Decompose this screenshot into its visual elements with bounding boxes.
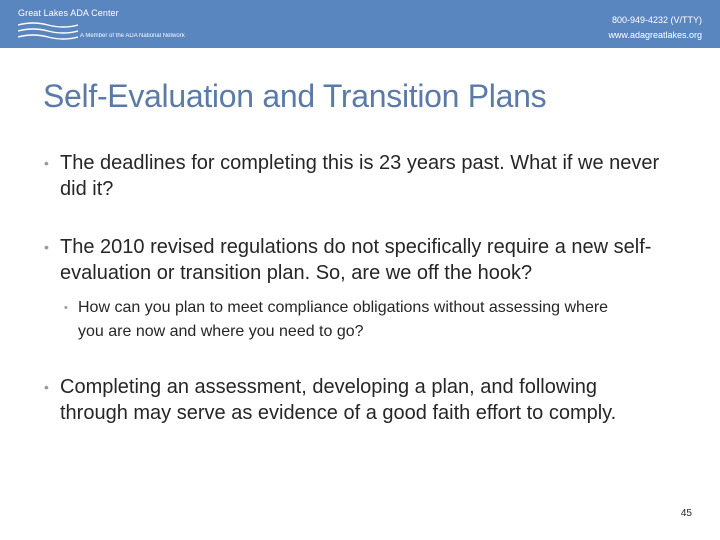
contact-info xyxy=(608,13,702,43)
bullet-marker: • xyxy=(44,239,49,255)
slide-body xyxy=(44,150,684,426)
bullet-item xyxy=(44,234,670,286)
bullet-marker: • xyxy=(64,302,68,314)
page-number: 45 xyxy=(680,508,692,519)
sub-bullet-item xyxy=(44,296,618,344)
logo-tagline: A Member of the ADA National Network xyxy=(80,33,185,39)
bullet-text: The deadlines for completing this is 23 years past. What if we never did it? xyxy=(60,152,660,200)
website-url: www.adagreatlakes.org xyxy=(608,30,702,40)
sub-bullet-text: How can you plan to meet compliance obligations without assessing where you are now and where you need to go? xyxy=(78,299,609,340)
bullet-text: Completing an assessment, developing a plan, and following through may serve as evidence of a good faith effort to comply. xyxy=(60,376,617,424)
wave-icon xyxy=(18,21,78,43)
logo-name: Great Lakes ADA Center xyxy=(18,8,119,18)
header-banner xyxy=(0,0,720,48)
bullet-item xyxy=(44,374,670,426)
bullet-marker: • xyxy=(44,155,49,171)
bullet-text: The 2010 revised regulations do not specifically require a new self-evaluation or transition plan. So, are we off the hook? xyxy=(60,236,652,284)
bullet-item xyxy=(44,150,670,202)
phone-number: 800-949-4232 (V/TTY) xyxy=(611,15,702,25)
slide-title: Self-Evaluation and Transition Plans xyxy=(43,78,547,114)
bullet-marker: • xyxy=(44,379,49,395)
great-lakes-ada-center-logo xyxy=(8,4,218,44)
